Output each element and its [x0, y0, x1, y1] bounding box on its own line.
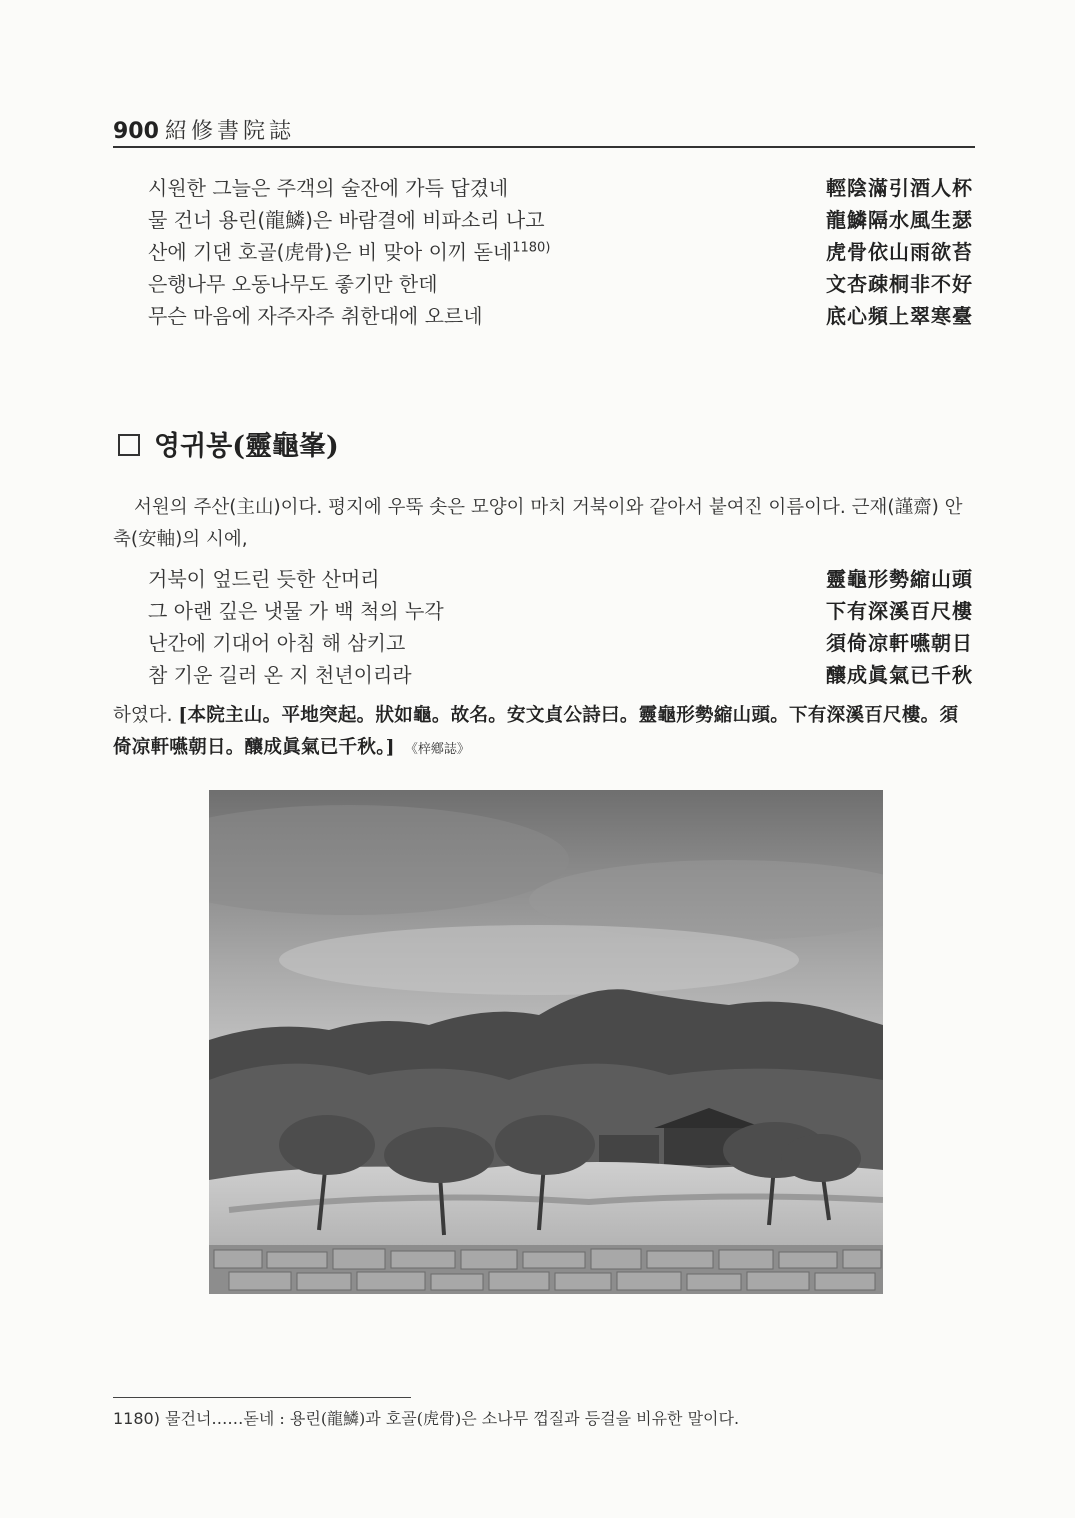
footnote-divider — [113, 1397, 411, 1398]
poem-line — [148, 659, 973, 691]
poem-line-korean: 무슨 마음에 자주자주 취한대에 오르네 — [148, 304, 483, 328]
poem-line-korean-with-ref — [148, 236, 550, 268]
poem-line — [148, 563, 973, 595]
poem-line-korean: 참 기운 길러 온 지 천년이리라 — [148, 663, 412, 687]
poem-line-hanja: 靈龜形勢縮山頭 — [826, 567, 973, 591]
book-title: 紹修書院誌 — [165, 119, 296, 144]
poem-line — [148, 595, 973, 627]
photo-illustration — [209, 790, 883, 1294]
poem-1 — [148, 172, 973, 332]
page-number: 900 — [113, 119, 159, 144]
footnote-number: 1180) — [113, 1409, 160, 1428]
poem-2 — [148, 563, 973, 691]
classical-quote: [本院主山。平地突起。狀如龜。故名。安文貞公詩曰。靈龜形勢縮山頭。下有深溪百尺樓。須倚凉軒嚥朝日。釀成眞氣已千秋。] — [113, 705, 959, 758]
poem-line-hanja: 須倚凉軒嚥朝日 — [826, 631, 973, 655]
source-citation: 《梓鄕誌》 — [404, 742, 470, 757]
section-title — [118, 424, 339, 463]
poem-line-korean: 난간에 기대어 아침 해 삼키고 — [148, 631, 406, 655]
checkbox-square-icon — [118, 434, 140, 456]
section-title-text: 영귀봉(靈龜峯) — [154, 431, 339, 462]
intro-paragraph: 서원의 주산(主山)이다. 평지에 우뚝 솟은 모양이 마치 거북이와 같아서 붙여진 이름이다. 근재(謹齋) 안축(安軸)의 시에, — [113, 497, 963, 550]
footnote-text: 물건너……돋네 : 용린(龍鱗)과 호골(虎骨)은 소나무 껍질과 등걸을 비유한 말이다. — [165, 1409, 740, 1428]
poem-line-korean: 시원한 그늘은 주객의 술잔에 가득 답겼네 — [148, 176, 509, 200]
footnote-reference[interactable]: 1180) — [512, 240, 551, 256]
poem-line-hanja: 釀成眞氣已千秋 — [826, 663, 973, 687]
poem-line-hanja: 下有深溪百尺樓 — [826, 599, 973, 623]
page-header — [113, 112, 975, 148]
footnote — [113, 1406, 739, 1429]
poem-line-korean: 은행나무 오동나무도 좋기만 한데 — [148, 272, 438, 296]
poem-line — [148, 300, 973, 332]
poem-line-hanja: 輕陰滿引酒人杯 — [826, 176, 973, 200]
poem-line-korean: 거북이 엎드린 듯한 산머리 — [148, 567, 380, 591]
poem-line-hanja: 虎骨依山雨欲苔 — [826, 240, 973, 264]
landscape-photo — [209, 790, 883, 1294]
poem-line-korean: 그 아랜 깊은 냇물 가 백 척의 누각 — [148, 599, 444, 623]
poem-line-korean: 물 건너 용린(龍鱗)은 바람결에 비파소리 나고 — [148, 208, 545, 232]
closing-paragraph — [113, 700, 975, 766]
poem-line — [148, 204, 973, 236]
poem-line-korean: 산에 기댄 호골(虎骨)은 비 맞아 이끼 돋네 — [148, 240, 513, 264]
poem-line — [148, 268, 973, 300]
poem-line — [148, 627, 973, 659]
poem-line-hanja: 文杏疎桐非不好 — [826, 272, 973, 296]
poem-line — [148, 236, 973, 268]
closing-lead: 하였다. — [113, 705, 173, 726]
poem-line — [148, 172, 973, 204]
poem-line-hanja: 龍鱗隔水風生瑟 — [826, 208, 973, 232]
poem-line-hanja: 底心頻上翠寒臺 — [826, 304, 973, 328]
